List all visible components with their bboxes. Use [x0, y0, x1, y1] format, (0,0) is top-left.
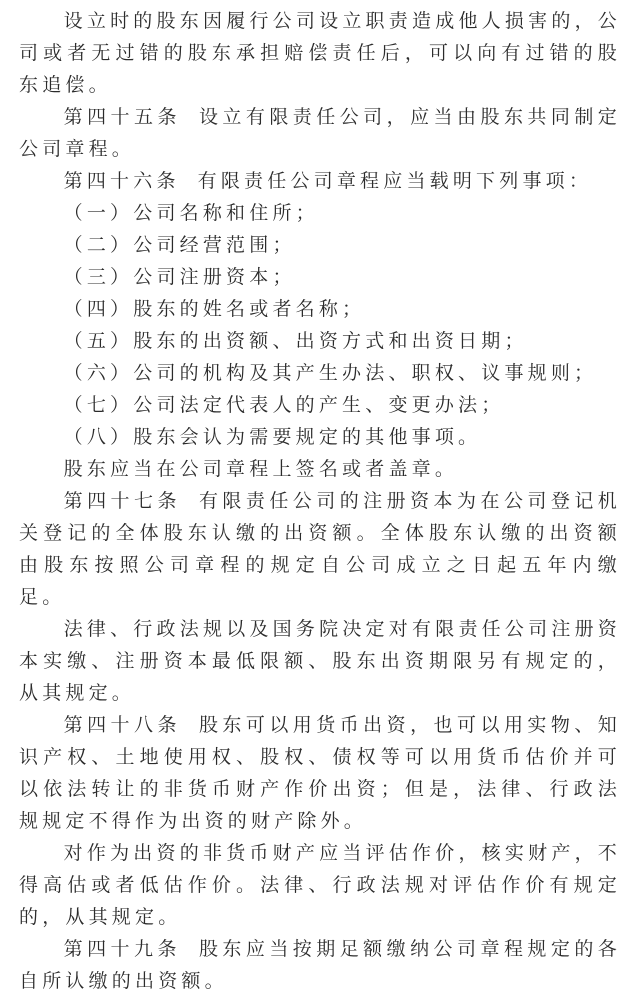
list-item-text: （七）公司法定代表人的产生、变更办法；: [63, 394, 505, 416]
list-item-other-matters: [19, 421, 621, 453]
article-text: 设立有限责任公司，应当由股东共同制定公司章程。: [19, 106, 621, 160]
paragraph-signature: [19, 453, 621, 485]
paragraph-liability-recourse: [19, 5, 621, 101]
paragraph-laws-regulations: [19, 613, 621, 709]
article-text: 有限责任公司的注册资本为在公司登记机关登记的全体股东认缴的出资额。全体股东认缴的出资额由股东按照公司章程的规定自公司成立之日起五年内缴足。: [19, 490, 621, 608]
article-number: 第四十九条: [63, 938, 181, 960]
list-item-text: （八）股东会认为需要规定的其他事项。: [63, 426, 482, 448]
article-number: 第四十八条: [63, 714, 181, 736]
list-item-shareholder-names: [19, 293, 621, 325]
list-item-company-name: [19, 197, 621, 229]
article-45: [19, 101, 621, 165]
paragraph-text: 设立时的股东因履行公司设立职责造成他人损害的，公司或者无过错的股东承担赔偿责任后，可以向有过错的股东追偿。: [19, 10, 621, 96]
list-item-text: （一）公司名称和住所；: [63, 202, 319, 224]
list-item-text: （四）股东的姓名或者名称；: [63, 298, 366, 320]
list-item-text: （五）股东的出资额、出资方式和出资日期；: [63, 330, 528, 352]
article-number: 第四十六条: [63, 170, 180, 192]
article-48: [19, 709, 621, 837]
article-text: 有限责任公司章程应当载明下列事项：: [197, 170, 593, 192]
article-49: [19, 933, 621, 997]
article-46: [19, 165, 621, 197]
list-item-organization: [19, 357, 621, 389]
article-text: 股东应当按期足额缴纳公司章程规定的各自所认缴的出资额。: [19, 938, 621, 992]
list-item-text: （二）公司经营范围；: [63, 234, 296, 256]
article-47: [19, 485, 621, 613]
list-item-business-scope: [19, 229, 621, 261]
article-number: 第四十五条: [63, 106, 181, 128]
article-number: 第四十七条: [63, 490, 181, 512]
list-item-text: （三）公司注册资本；: [63, 266, 296, 288]
list-item-registered-capital: [19, 261, 621, 293]
paragraph-valuation: [19, 837, 621, 933]
list-item-capital-contribution: [19, 325, 621, 357]
list-item-text: （六）公司的机构及其产生办法、职权、议事规则；: [63, 362, 598, 384]
paragraph-text: 对作为出资的非货币财产应当评估作价，核实财产，不得高估或者低估作价。法律、行政法规对评估作价有规定的，从其规定。: [19, 842, 621, 928]
paragraph-text: 股东应当在公司章程上签名或者盖章。: [63, 458, 459, 480]
list-item-legal-representative: [19, 389, 621, 421]
paragraph-text: 法律、行政法规以及国务院决定对有限责任公司注册资本实缴、注册资本最低限额、股东出资期限另有规定的，从其规定。: [19, 618, 621, 704]
article-text: 股东可以用货币出资，也可以用实物、知识产权、土地使用权、股权、债权等可以用货币估价并可以依法转让的非货币财产作价出资；但是，法律、行政法规规定不得作为出资的财产除外。: [19, 714, 621, 832]
